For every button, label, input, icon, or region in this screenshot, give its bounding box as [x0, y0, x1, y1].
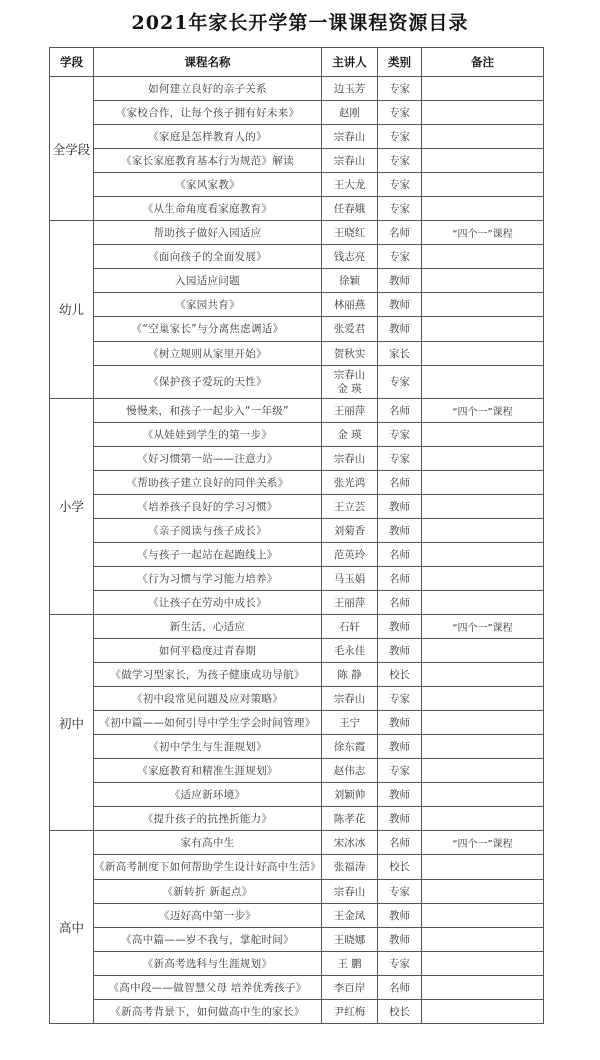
note-cell [422, 77, 544, 101]
table-row [50, 735, 544, 759]
course-name-cell: 《“空巢家长”与分离焦虑调适》 [94, 317, 322, 341]
note-cell [422, 542, 544, 566]
course-name-cell: 如何建立良好的亲子关系 [94, 77, 322, 101]
stage-cell: 小学 [50, 398, 94, 614]
speaker-cell: 陈孝花 [322, 807, 378, 831]
course-name-cell: 《高中段——做智慧父母 培养优秀孩子》 [94, 975, 322, 999]
table-row [50, 398, 544, 422]
table-row [50, 269, 544, 293]
table-row [50, 807, 544, 831]
table-row [50, 903, 544, 927]
stage-cell: 幼儿 [50, 221, 94, 398]
category-cell: 教师 [378, 614, 422, 638]
table-row [50, 831, 544, 855]
course-name-cell: 《与孩子一起站在起跑线上》 [94, 542, 322, 566]
category-cell: 名师 [378, 975, 422, 999]
note-cell [422, 639, 544, 663]
table-row [50, 566, 544, 590]
category-cell: 家长 [378, 341, 422, 365]
table-row [50, 173, 544, 197]
speaker-cell: 王金凤 [322, 903, 378, 927]
speaker-cell: 张福涛 [322, 855, 378, 879]
note-cell [422, 422, 544, 446]
category-cell: 校长 [378, 999, 422, 1023]
table-row [50, 77, 544, 101]
speaker-cell: 陈 静 [322, 663, 378, 687]
note-cell [422, 566, 544, 590]
course-name-cell: 《家庭教育和精准生涯规划》 [94, 759, 322, 783]
course-name-cell: 《家风家教》 [94, 173, 322, 197]
category-cell: 专家 [378, 687, 422, 711]
course-name-cell: 如何平稳度过青春期 [94, 639, 322, 663]
category-cell: 教师 [378, 639, 422, 663]
course-name-cell: 《初中学生与生涯规划》 [94, 735, 322, 759]
note-cell [422, 687, 544, 711]
speaker-cell: 范英玲 [322, 542, 378, 566]
note-cell [422, 927, 544, 951]
category-cell: 校长 [378, 855, 422, 879]
speaker-cell: 宗春山 [322, 879, 378, 903]
table-row [50, 614, 544, 638]
note-cell [422, 494, 544, 518]
category-cell: 专家 [378, 173, 422, 197]
category-cell: 教师 [378, 783, 422, 807]
table-row [50, 999, 544, 1023]
category-cell: 名师 [378, 566, 422, 590]
category-cell: 名师 [378, 398, 422, 422]
table-row [50, 855, 544, 879]
category-cell: 名师 [378, 470, 422, 494]
table-row [50, 125, 544, 149]
category-cell: 教师 [378, 518, 422, 542]
note-cell: “四个一”课程 [422, 614, 544, 638]
speaker-cell: 宗春山 [322, 446, 378, 470]
table-row [50, 221, 544, 245]
table-row [50, 879, 544, 903]
speaker-cell: 徐颖 [322, 269, 378, 293]
course-name-cell: 《好习惯第一站——注意力》 [94, 446, 322, 470]
table-row [50, 101, 544, 125]
note-cell [422, 197, 544, 221]
table-row [50, 687, 544, 711]
category-cell: 名师 [378, 590, 422, 614]
note-cell [422, 855, 544, 879]
course-name-cell: 《面向孩子的全面发展》 [94, 245, 322, 269]
note-cell: “四个一”课程 [422, 398, 544, 422]
table-row [50, 711, 544, 735]
category-cell: 专家 [378, 879, 422, 903]
category-cell: 名师 [378, 831, 422, 855]
table-row [50, 365, 544, 398]
speaker-cell: 宋冰冰 [322, 831, 378, 855]
note-cell [422, 999, 544, 1023]
course-name-cell: 《帮助孩子建立良好的同伴关系》 [94, 470, 322, 494]
note-cell [422, 783, 544, 807]
speaker-cell: 刘颖帅 [322, 783, 378, 807]
course-table [49, 47, 544, 1024]
note-cell [422, 269, 544, 293]
course-name-cell: 《保护孩子爱玩的天性》 [94, 365, 322, 398]
speaker-cell: 毛永佳 [322, 639, 378, 663]
course-name-cell: 《从生命角度看家庭教育》 [94, 197, 322, 221]
table-row [50, 245, 544, 269]
speaker-cell: 石轩 [322, 614, 378, 638]
course-name-cell: 入园适应问题 [94, 269, 322, 293]
note-cell [422, 951, 544, 975]
speaker-cell: 宗春山 [322, 125, 378, 149]
speaker-cell: 王 鹏 [322, 951, 378, 975]
note-cell: “四个一”课程 [422, 221, 544, 245]
category-cell: 专家 [378, 197, 422, 221]
speaker-cell: 王晓红 [322, 221, 378, 245]
note-cell [422, 903, 544, 927]
course-name-cell: 《家庭是怎样教育人的》 [94, 125, 322, 149]
note-cell [422, 975, 544, 999]
header-speaker: 主讲人 [322, 48, 378, 77]
table-header-row [50, 48, 544, 77]
speaker-cell: 徐东霞 [322, 735, 378, 759]
course-name-cell: 《高中篇——岁不我与，掌舵时间》 [94, 927, 322, 951]
note-cell [422, 341, 544, 365]
category-cell: 专家 [378, 759, 422, 783]
category-cell: 名师 [378, 542, 422, 566]
category-cell: 教师 [378, 293, 422, 317]
table-row [50, 341, 544, 365]
category-cell: 教师 [378, 711, 422, 735]
speaker-cell: 王晓娜 [322, 927, 378, 951]
category-cell: 教师 [378, 927, 422, 951]
course-name-cell: 《新转折 新起点》 [94, 879, 322, 903]
note-cell [422, 879, 544, 903]
course-name-cell: 《新高考选科与生涯规划》 [94, 951, 322, 975]
course-name-cell: 慢慢来，和孩子一起步入“一年级” [94, 398, 322, 422]
speaker-cell: 张光鸿 [322, 470, 378, 494]
course-name-cell: 《树立规则从家里开始》 [94, 341, 322, 365]
table-row [50, 317, 544, 341]
stage-cell: 高中 [50, 831, 94, 1023]
course-name-cell: 《让孩子在劳动中成长》 [94, 590, 322, 614]
note-cell: “四个一”课程 [422, 831, 544, 855]
table-row [50, 149, 544, 173]
note-cell [422, 759, 544, 783]
speaker-cell: 王丽萍 [322, 398, 378, 422]
note-cell [422, 590, 544, 614]
speaker-name: 宗春山 [333, 368, 366, 381]
header-stage: 学段 [50, 48, 94, 77]
course-name-cell: 《新高考背景下，如何做高中生的家长》 [94, 999, 322, 1023]
note-cell [422, 711, 544, 735]
speaker-cell: 任春娥 [322, 197, 378, 221]
category-cell: 专家 [378, 365, 422, 398]
table-row [50, 446, 544, 470]
course-name-cell: 《做学习型家长，为孩子健康成功导航》 [94, 663, 322, 687]
note-cell [422, 101, 544, 125]
course-name-cell: 《家园共育》 [94, 293, 322, 317]
table-row [50, 975, 544, 999]
speaker-cell: 刘菊香 [322, 518, 378, 542]
speaker-cell: 赵刚 [322, 101, 378, 125]
table-row [50, 639, 544, 663]
note-cell [422, 807, 544, 831]
speaker-cell: 王丽萍 [322, 590, 378, 614]
category-cell: 专家 [378, 446, 422, 470]
table-row [50, 927, 544, 951]
course-name-cell: 《培养孩子良好的学习习惯》 [94, 494, 322, 518]
category-cell: 专家 [378, 951, 422, 975]
speaker-cell: 边玉芳 [322, 77, 378, 101]
speaker-cell: 贺秋实 [322, 341, 378, 365]
course-name-cell: 《适应新环境》 [94, 783, 322, 807]
table-row [50, 759, 544, 783]
category-cell: 校长 [378, 663, 422, 687]
category-cell: 教师 [378, 807, 422, 831]
speaker-cell: 钱志亮 [322, 245, 378, 269]
course-name-cell: 《家校合作，让每个孩子拥有好未来》 [94, 101, 322, 125]
note-cell [422, 173, 544, 197]
speaker-cell [322, 365, 378, 398]
speaker-cell: 赵伟志 [322, 759, 378, 783]
course-name-cell: 《初中段常见问题及应对策略》 [94, 687, 322, 711]
table-row [50, 783, 544, 807]
category-cell: 专家 [378, 245, 422, 269]
note-cell [422, 663, 544, 687]
speaker-cell: 尹红梅 [322, 999, 378, 1023]
note-cell [422, 518, 544, 542]
course-name-cell: 《亲子阅读与孩子成长》 [94, 518, 322, 542]
speaker-cell: 宗春山 [322, 687, 378, 711]
table-row [50, 951, 544, 975]
note-cell [422, 470, 544, 494]
note-cell [422, 365, 544, 398]
stage-cell: 初中 [50, 614, 94, 830]
speaker-cell: 林丽燕 [322, 293, 378, 317]
category-cell: 教师 [378, 903, 422, 927]
course-name-cell: 《迈好高中第一步》 [94, 903, 322, 927]
header-course: 课程名称 [94, 48, 322, 77]
speaker-cell: 王宁 [322, 711, 378, 735]
header-category: 类别 [378, 48, 422, 77]
category-cell: 教师 [378, 269, 422, 293]
speaker-cell: 金 瑛 [322, 422, 378, 446]
course-name-cell: 《初中篇——如何引导中学生学会时间管理》 [94, 711, 322, 735]
speaker-cell: 宗春山 [322, 149, 378, 173]
note-cell [422, 245, 544, 269]
speaker-cell: 李百岸 [322, 975, 378, 999]
table-row [50, 663, 544, 687]
course-name-cell: 《行为习惯与学习能力培养》 [94, 566, 322, 590]
category-cell: 专家 [378, 149, 422, 173]
speaker-cell: 张爱君 [322, 317, 378, 341]
note-cell [422, 125, 544, 149]
category-cell: 教师 [378, 317, 422, 341]
category-cell: 专家 [378, 77, 422, 101]
course-name-cell: 《家长家庭教育基本行为规范》解读 [94, 149, 322, 173]
header-note: 备注 [422, 48, 544, 77]
stage-cell: 全学段 [50, 77, 94, 221]
table-row [50, 293, 544, 317]
note-cell [422, 317, 544, 341]
table-row [50, 518, 544, 542]
course-name-cell: 《提升孩子的抗挫折能力》 [94, 807, 322, 831]
table-row [50, 470, 544, 494]
note-cell [422, 446, 544, 470]
table-row [50, 422, 544, 446]
speaker-cell: 王立芸 [322, 494, 378, 518]
course-name-cell: 《从娃娃到学生的第一步》 [94, 422, 322, 446]
category-cell: 专家 [378, 101, 422, 125]
table-row [50, 590, 544, 614]
category-cell: 专家 [378, 125, 422, 149]
course-name-cell: 帮助孩子做好入园适应 [94, 221, 322, 245]
course-name-cell: 新生活，心适应 [94, 614, 322, 638]
speaker-cell: 王大龙 [322, 173, 378, 197]
table-row [50, 542, 544, 566]
course-name-cell: 《新高考制度下如何帮助学生设计好高中生活》 [94, 855, 322, 879]
page-title: 2021年家长开学第一课课程资源目录 [131, 12, 469, 34]
note-cell [422, 735, 544, 759]
category-cell: 专家 [378, 422, 422, 446]
category-cell: 教师 [378, 735, 422, 759]
table-row [50, 494, 544, 518]
note-cell [422, 149, 544, 173]
speaker-name-secondary: 金 瑛 [337, 382, 362, 395]
note-cell [422, 293, 544, 317]
category-cell: 名师 [378, 221, 422, 245]
table-row [50, 197, 544, 221]
category-cell: 教师 [378, 494, 422, 518]
speaker-cell: 马玉娟 [322, 566, 378, 590]
course-name-cell: 家有高中生 [94, 831, 322, 855]
table-body [50, 77, 544, 1024]
